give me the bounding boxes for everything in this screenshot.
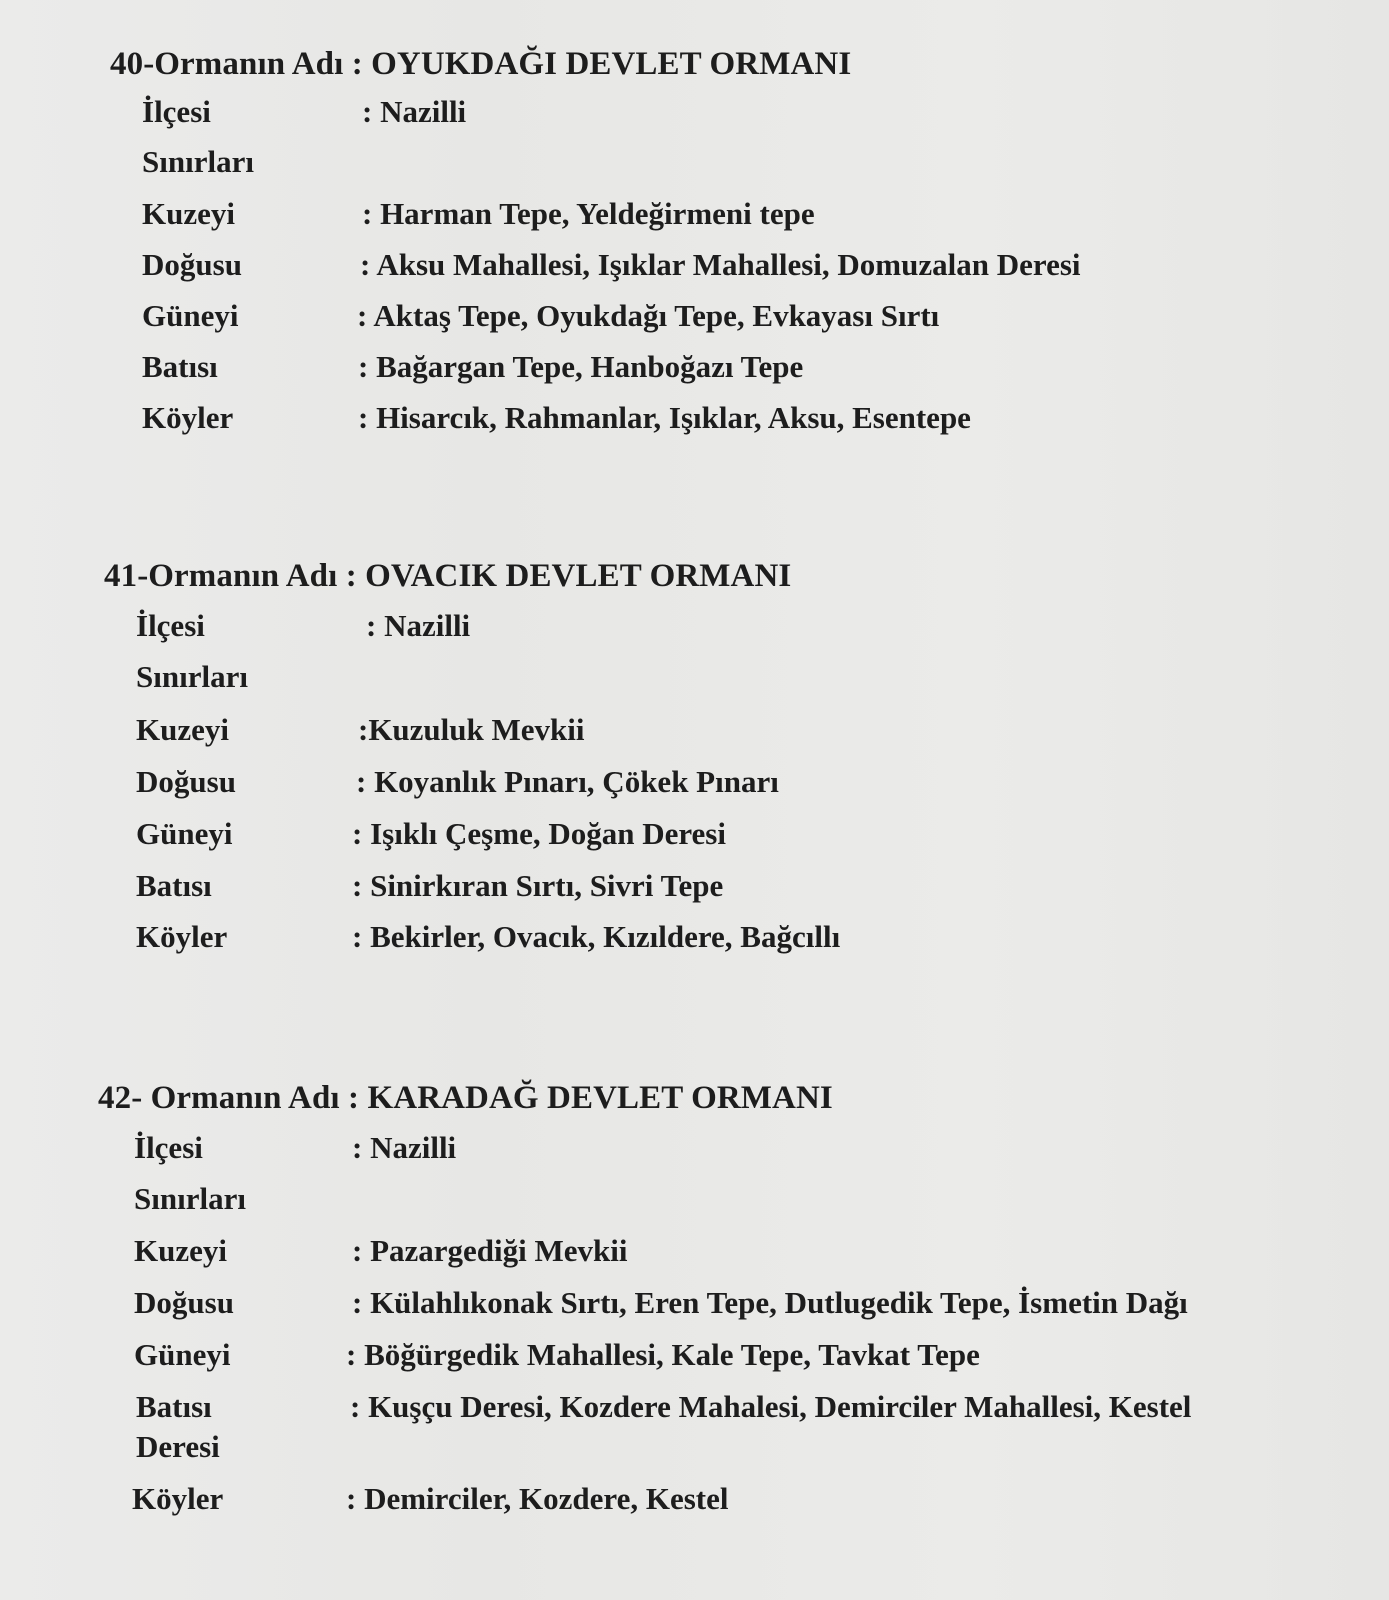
row-label: Sınırları xyxy=(136,659,248,694)
row-sinirlari xyxy=(104,657,791,710)
row-label: İlçesi xyxy=(142,94,211,129)
row-value: : Böğürgedik Mahallesi, Kale Tepe, Tavkat Tepe xyxy=(346,1337,980,1372)
row-value: : Külahlıkonak Sırtı, Eren Tepe, Dutlugedik Tepe, İsmetin Dağı xyxy=(352,1285,1188,1320)
row-label: Batısı Deresi xyxy=(136,1389,220,1464)
row-value: : Nazilli xyxy=(352,1130,457,1165)
row-batisi xyxy=(104,866,791,917)
row-label: Köyler xyxy=(132,1481,224,1516)
row-ilcesi xyxy=(98,1128,833,1179)
row-value: : Kuşçu Deresi, Kozdere Mahalesi, Demirciler Mahallesi, Kestel xyxy=(350,1389,1192,1424)
row-kuzeyi xyxy=(104,710,791,762)
row-guneyi xyxy=(98,1335,980,1387)
row-sinirlari xyxy=(110,142,851,194)
row-dogusu xyxy=(98,1283,1188,1335)
row-value: : Harman Tepe, Yeldeğirmeni tepe xyxy=(362,196,815,231)
row-label: Güneyi xyxy=(136,816,233,851)
row-label: Kuzeyi xyxy=(142,196,235,231)
row-value: : Bağargan Tepe, Hanboğazı Tepe xyxy=(358,349,804,384)
row-value: : Aktaş Tepe, Oyukdağı Tepe, Evkayası Sırtı xyxy=(357,298,940,333)
row-dogusu xyxy=(110,245,1081,296)
row-label: Batısı xyxy=(142,349,218,384)
row-label: Köyler xyxy=(142,400,234,435)
row-dogusu xyxy=(104,762,791,814)
row-value: : Hisarcık, Rahmanlar, Işıklar, Aksu, Esentepe xyxy=(358,400,971,435)
row-value: : Pazargediği Mevkii xyxy=(352,1233,628,1268)
row-label: Sınırları xyxy=(142,144,254,179)
row-guneyi xyxy=(104,814,791,866)
row-kuzeyi xyxy=(110,194,851,245)
row-value: : Sinirkıran Sırtı, Sivri Tepe xyxy=(352,868,724,903)
row-value: : Nazilli xyxy=(366,608,471,643)
entry-title: 41-Ormanın Adı : OVACIK DEVLET ORMANI xyxy=(104,558,792,594)
forest-entry-42 xyxy=(98,1078,1192,1530)
row-label: Doğusu xyxy=(136,764,236,799)
row-ilcesi xyxy=(104,606,791,657)
forest-entry-40 xyxy=(110,44,1081,449)
row-label: İlçesi xyxy=(136,608,205,643)
row-label: Doğusu xyxy=(142,247,242,282)
row-value: : Aksu Mahallesi, Işıklar Mahallesi, Domuzalan Deresi xyxy=(360,247,1081,282)
row-sinirlari xyxy=(98,1179,833,1231)
row-label: Sınırları xyxy=(134,1181,246,1216)
entry-title: 40-Ormanın Adı : OYUKDAĞI DEVLET ORMANI xyxy=(110,46,852,82)
row-value: : Koyanlık Pınarı, Çökek Pınarı xyxy=(356,764,779,799)
row-batisi-deresi xyxy=(98,1387,1192,1479)
row-batisi xyxy=(110,347,851,398)
row-label: Güneyi xyxy=(134,1337,231,1372)
row-label: Kuzeyi xyxy=(136,712,229,747)
row-value: : Demirciler, Kozdere, Kestel xyxy=(346,1481,729,1516)
row-value: : Işıklı Çeşme, Doğan Deresi xyxy=(352,816,726,851)
entry-rows xyxy=(110,92,1081,449)
row-label: Kuzeyi xyxy=(134,1233,227,1268)
forest-entry-41 xyxy=(104,556,841,968)
row-label: Batısı xyxy=(136,868,212,903)
entry-rows xyxy=(104,606,841,968)
row-koyler xyxy=(98,1479,833,1530)
row-guneyi xyxy=(110,296,940,347)
row-label: Güneyi xyxy=(142,298,239,333)
row-label: Köyler xyxy=(136,919,228,954)
row-label: Doğusu xyxy=(134,1285,234,1320)
row-ilcesi xyxy=(110,92,851,142)
entry-rows xyxy=(98,1128,1192,1530)
row-kuzeyi xyxy=(98,1231,833,1283)
row-label: İlçesi xyxy=(134,1130,203,1165)
row-value: : Nazilli xyxy=(362,94,467,129)
row-value: : Bekirler, Ovacık, Kızıldere, Bağcıllı xyxy=(352,919,841,954)
row-koyler xyxy=(110,398,971,449)
row-koyler xyxy=(104,917,841,968)
row-value: :Kuzuluk Mevkii xyxy=(358,712,585,747)
entry-title: 42- Ormanın Adı : KARADAĞ DEVLET ORMANI xyxy=(98,1080,833,1116)
